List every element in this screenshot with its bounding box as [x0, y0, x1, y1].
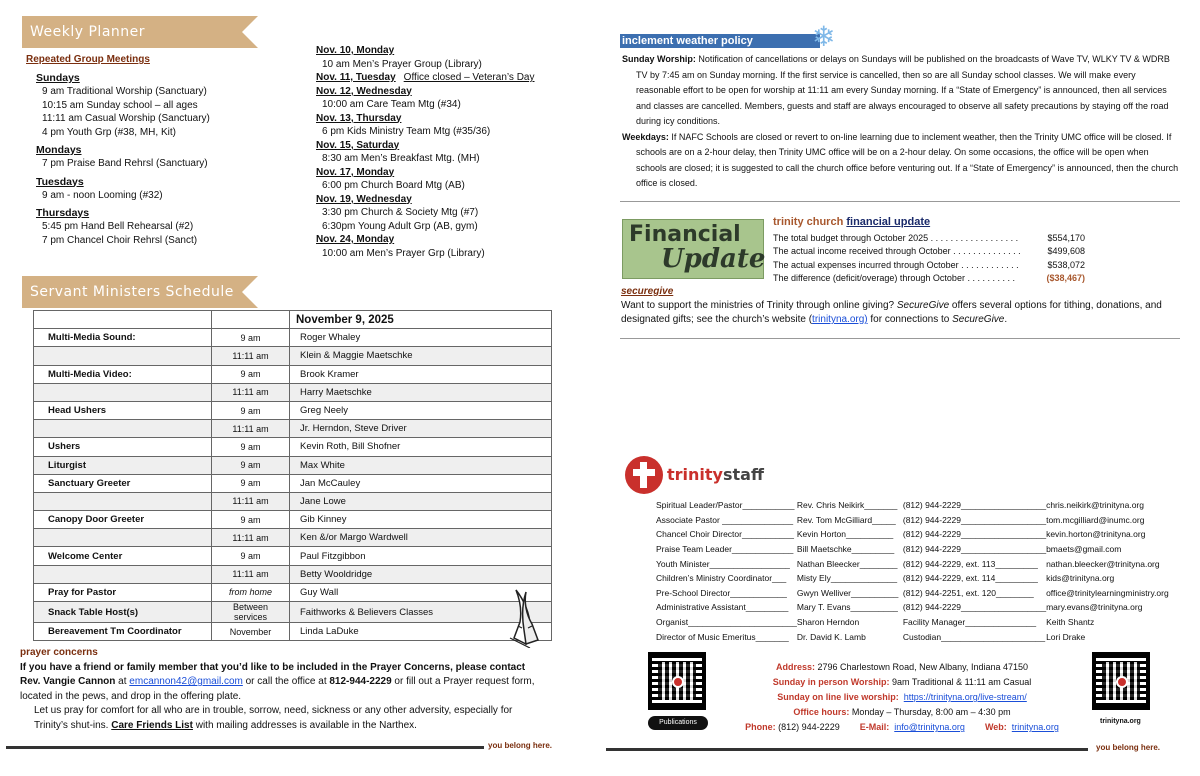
right-tagline: you belong here. [1096, 743, 1161, 752]
event-day [316, 71, 606, 85]
weather-weekday-text: If NAFC Schools are closed or revert to on-line learning due to inclement weather, then the Trinity UMC office will be closed. If schools are on a 2-hour delay, then Trinity UMC office will be on a 2-hour delay. On some occasions, the office will be open when schools are closed; it is suggested to call the church office before venturing out. If a “State of Emergency” is announced, then the church office is closed. [636, 131, 1179, 188]
staff-cell: kids@trinityna.org [1046, 573, 1115, 584]
hours-label: Office hours: [793, 707, 850, 717]
schedule-names: Gib Kinney [290, 511, 552, 529]
staff-row [656, 513, 1176, 528]
schedule-role: Sanctuary Greeter [34, 474, 212, 492]
staff-cell: Chancel Choir Director___________ [656, 529, 794, 540]
contact-email-link[interactable]: info@trinityna.org [894, 722, 965, 732]
table-row [34, 511, 552, 529]
schedule-header-row [34, 311, 552, 329]
sg-name1: SecureGive [896, 300, 950, 311]
prayer-line3: located in the pews, and drop in the offering plate. [20, 690, 242, 702]
contact-online [712, 690, 1092, 705]
staff-cell: Mary T. Evans__________ [796, 602, 898, 613]
care-friends-list: Care Friends List [111, 719, 193, 731]
schedule-time: 11:11 am [212, 383, 290, 401]
event-day-label: Nov. 11, Tuesday [316, 72, 396, 83]
event-day-label: Nov. 10, Monday [316, 45, 395, 56]
schedule-header-role [34, 311, 212, 329]
contact-address [712, 660, 1092, 675]
schedule-role: Canopy Door Greeter [34, 511, 212, 529]
table-row [34, 383, 552, 401]
staff-cell: (812) 944-2229__________________ [902, 514, 1047, 525]
repeated-day-block [36, 143, 306, 171]
table-row [34, 474, 552, 492]
weather-weekday [622, 130, 1180, 192]
repeated-item: 11:11 am Casual Worship (Sanctuary) [42, 113, 210, 124]
logo-trinity: trinity [667, 465, 723, 484]
financial-row [773, 272, 1085, 285]
schedule-time: 9 am [212, 438, 290, 456]
address-label: Address: [776, 662, 816, 672]
securegive-website-link[interactable]: trinityna.org) [812, 314, 868, 325]
financial-label: The actual expenses incurred through October . . . . . . . . . . . . [773, 259, 1019, 270]
securegive-section [621, 285, 1181, 327]
prayer-concerns [20, 646, 600, 733]
schedule-names: Ken &/or Margo Wardwell [290, 529, 552, 547]
staff-cell: Youth Minister_________________ [656, 558, 790, 569]
schedule-names: Faithworks & Believers Classes [290, 602, 552, 623]
staff-cell: bmaets@gmail.com [1046, 544, 1122, 555]
phone-label: Phone: [745, 722, 776, 732]
schedule-time: Between services [212, 602, 290, 623]
staff-cell: (812) 944-2229__________________ [902, 500, 1047, 511]
financial-row [773, 245, 1085, 258]
event-day [316, 233, 606, 247]
schedule-role: Welcome Center [34, 547, 212, 565]
staff-cell: Children’s Ministry Coordinator___ [656, 573, 787, 584]
event-item: 3:30 pm Church & Society Mtg (#7) [322, 207, 479, 218]
sg-text2: offers several options for tithing, donations, and designated gifts; see the church’s website ( [621, 300, 1162, 325]
staff-cell: Gwyn Welliver__________ [796, 587, 899, 598]
schedule-names: Paul Fitzgibbon [290, 547, 552, 565]
schedule-header-time [212, 311, 290, 329]
staff-row [656, 586, 1176, 601]
church-contact [712, 660, 1092, 735]
financial-update-badge [622, 219, 764, 279]
schedule-role: Multi-Media Video: [34, 365, 212, 383]
weather-sunday [622, 52, 1180, 130]
schedule-role: Liturgist [34, 456, 212, 474]
prayer-line5a: Trinity’s shut-ins. [34, 719, 112, 731]
staff-cell: Nathan Bleecker________ [796, 558, 898, 569]
staff-cell: Spiritual Leader/Pastor___________ [656, 500, 795, 511]
schedule-role: Snack Table Host(s) [34, 602, 212, 623]
table-row [34, 565, 552, 583]
repeated-day-name: Mondays [36, 144, 82, 156]
sg-name2: SecureGive [952, 314, 1005, 325]
schedule-time: 9 am [212, 401, 290, 419]
staff-cell: (812) 944-2229__________________ [902, 544, 1047, 555]
table-row [34, 623, 552, 641]
schedule-time: 9 am [212, 547, 290, 565]
repeated-item: 10:15 am Sunday school – all ages [42, 99, 198, 111]
repeated-day-block [36, 71, 306, 139]
staff-cell: (812) 944-2229, ext. 113_________ [902, 558, 1038, 569]
staff-cell: (812) 944-2229__________________ [902, 602, 1047, 613]
event-day [316, 44, 606, 58]
schedule-time: 11:11 am [212, 420, 290, 438]
financial-value: $538,072 [1047, 259, 1085, 270]
schedule-role: Bereavement Tm Coordinator [34, 623, 212, 641]
qr-code-left[interactable] [648, 652, 706, 710]
badge-word-update: Update [661, 244, 766, 274]
left-footer-rule [6, 746, 484, 749]
schedule-date-header: November 9, 2025 [290, 311, 552, 329]
table-row [34, 329, 552, 347]
staff-cell: Dr. David K. Lamb [796, 631, 866, 642]
snowflake-icon: ❄ [812, 21, 836, 52]
financial-row [773, 232, 1085, 245]
schedule-time: November [212, 623, 290, 641]
staff-cell: Bill Maetschke_________ [796, 544, 895, 555]
repeated-meetings-title: Repeated Group Meetings [26, 54, 150, 65]
sg-text4: . [1004, 314, 1008, 325]
table-row [34, 547, 552, 565]
securegive-text [621, 299, 1181, 327]
schedule-names: Jr. Herndon, Steve Driver [290, 420, 552, 438]
staff-cell: (812) 944-2251, ext. 120________ [902, 587, 1034, 598]
staff-cell: Custodian______________________ [902, 631, 1046, 642]
schedule-body [34, 329, 552, 641]
left-tagline: you belong here. [488, 741, 553, 750]
staff-cell: Administrative Assistant_________ [656, 602, 789, 613]
repeated-day-block [36, 175, 306, 203]
staff-cell: office@trinitylearningministry.org [1046, 587, 1169, 598]
financial-value: $554,170 [1047, 233, 1085, 243]
event-day-note: Office closed – Veteran’s Day [403, 72, 535, 83]
weekly-planner-title: Weekly Planner [30, 24, 146, 40]
table-row [34, 583, 552, 601]
schedule-time: from home [212, 583, 290, 601]
weather-weekday-label: Weekdays: [622, 131, 669, 142]
event-day-label: Nov. 12, Wednesday [316, 85, 412, 97]
schedule-names: Jan McCauley [290, 474, 552, 492]
financial-row [773, 259, 1085, 272]
schedule-time: 9 am [212, 456, 290, 474]
staff-cell: mary.evans@trinityna.org [1046, 602, 1143, 613]
schedule-role [34, 347, 212, 365]
repeated-meetings [26, 54, 306, 251]
staff-cell: Organist_______________________ [656, 617, 797, 628]
event-day [316, 166, 606, 180]
repeated-item: 5:45 pm Hand Bell Rehearsal (#2) [42, 221, 194, 232]
schedule-names: Klein & Maggie Maetschke [290, 347, 552, 365]
prayer-rest: or fill out a Prayer request form, [391, 676, 535, 687]
repeated-day-name: Thursdays [36, 207, 90, 219]
staff-cell: Keith Shantz [1046, 617, 1095, 628]
online-label: Sunday on line live worship: [777, 692, 899, 702]
schedule-names: Guy Wall [290, 583, 552, 601]
securegive-title: securegive [621, 286, 674, 297]
weather-sunday-label: Sunday Worship: [622, 54, 696, 64]
hours-value: Monday – Thursday, 8:00 am – 4:30 pm [849, 707, 1011, 717]
staff-row [656, 615, 1176, 630]
live-stream-link[interactable]: https://trinityna.org/live-stream/ [903, 692, 1027, 702]
repeated-item: 7 pm Praise Band Rehrsl (Sanctuary) [42, 158, 208, 169]
schedule-names: Jane Lowe [290, 492, 552, 510]
schedule-time: 11:11 am [212, 529, 290, 547]
staff-cell: Rev. Chris Neikirk_______ [796, 500, 898, 511]
weather-policy-title: inclement weather policy [620, 34, 820, 48]
table-row [34, 602, 552, 623]
event-item: 8:30 am Men’s Breakfast Mtg. (MH) [322, 153, 480, 164]
schedule-names: Harry Maetschke [290, 383, 552, 401]
schedule-time: 11:11 am [212, 347, 290, 365]
repeated-day-name: Sundays [36, 72, 80, 84]
event-day-label: Nov. 15, Saturday [316, 139, 400, 151]
weather-divider [620, 201, 1180, 202]
prayer-line1: If you have a friend or family member that you’d like to be included in the Prayer Concerns, please contact [20, 661, 526, 673]
event-day [316, 139, 606, 153]
repeated-item: 9 am - noon Looming (#32) [42, 189, 163, 201]
upcoming-events [316, 44, 606, 260]
staff-cell: Misty Ely______________ [796, 573, 898, 584]
staff-cell: nathan.bleecker@trinityna.org [1046, 558, 1160, 569]
inperson-value: 9am Traditional & 11:11 am Casual [889, 677, 1032, 687]
event-day-label: Nov. 24, Monday [316, 234, 395, 245]
schedule-role [34, 383, 212, 401]
schedule-names: Betty Wooldridge [290, 565, 552, 583]
staff-cell: Associate Pastor _______________ [656, 514, 794, 525]
staff-cell: Pre-School Director____________ [656, 587, 787, 598]
contact-phone-row [712, 720, 1092, 735]
staff-logo-text [667, 465, 764, 484]
phone-value: (812) 944-2229 [775, 722, 840, 732]
address-value: 2796 Charlestown Road, New Albany, Indiana 47150 [815, 662, 1028, 672]
prayer-title: prayer concerns [20, 647, 98, 658]
staff-cell: chris.neikirk@trinityna.org [1046, 500, 1144, 511]
event-item: 10:00 am Care Team Mtg (#34) [322, 99, 461, 110]
prayer-at: at [115, 676, 130, 687]
staff-cell: Director of Music Emeritus_______ [656, 631, 789, 642]
financial-rows [773, 232, 1085, 286]
staff-row [656, 571, 1176, 586]
schedule-role [34, 529, 212, 547]
table-row [34, 347, 552, 365]
cross-icon [625, 456, 663, 494]
servant-schedule-table [33, 310, 552, 641]
staff-directory [656, 498, 1176, 644]
staff-row [656, 600, 1176, 615]
event-item: 10:00 am Men’s Prayer Grp (Library) [322, 247, 485, 259]
event-day-label: Nov. 19, Wednesday [316, 193, 412, 205]
event-item: 6:30pm Young Adult Grp (AB, gym) [322, 220, 478, 232]
repeated-item: 4 pm Youth Grp (#38, MH, Kit) [42, 126, 176, 138]
schedule-names: Roger Whaley [290, 329, 552, 347]
financial-value: $499,608 [1047, 246, 1085, 257]
schedule-role [34, 492, 212, 510]
web-label: Web: [984, 722, 1007, 732]
table-row [34, 365, 552, 383]
qr-code-right[interactable] [1092, 652, 1150, 710]
schedule-time: 11:11 am [212, 565, 290, 583]
securegive-divider [620, 338, 1180, 339]
prayer-phone: 812-944-2229 [329, 676, 392, 687]
prayer-line5 [20, 719, 600, 734]
event-day [316, 85, 606, 99]
schedule-time: 9 am [212, 365, 290, 383]
event-day-label: Nov. 17, Monday [316, 166, 395, 178]
financial-label: The difference (deficit/overage) through October . . . . . . . . . . [773, 273, 1015, 284]
servant-ministers-ribbon [22, 276, 242, 308]
schedule-time: 11:11 am [212, 492, 290, 510]
contact-inperson [712, 675, 1092, 690]
prayer-line2 [20, 675, 600, 690]
schedule-time: 9 am [212, 329, 290, 347]
staff-row [656, 629, 1176, 644]
prayer-call: or call the office at [242, 676, 330, 687]
financial-heading [773, 216, 930, 228]
servant-ministers-title: Servant Ministers Schedule [30, 284, 234, 300]
repeated-day-name: Tuesdays [36, 175, 84, 188]
inperson-label: Sunday in person Worship: [772, 677, 890, 687]
right-footer-rule [606, 748, 1088, 751]
staff-row [656, 556, 1176, 571]
staff-cell: Sharon Herndon [796, 617, 860, 628]
sg-text1: Want to support the ministries of Trinity through online giving? [621, 300, 897, 311]
schedule-role: Pray for Pastor [34, 583, 212, 601]
praying-hands-icon [496, 586, 550, 648]
prayer-line5b: with mailing addresses is available in the Narthex. [192, 719, 417, 731]
schedule-names: Max White [290, 456, 552, 474]
weekly-planner-ribbon [22, 16, 242, 48]
table-row [34, 529, 552, 547]
event-day-label: Nov. 13, Thursday [316, 112, 402, 124]
staff-cell: Lori Drake [1046, 631, 1086, 642]
repeated-item: 9 am Traditional Worship (Sanctuary) [42, 86, 207, 97]
event-day [316, 193, 606, 207]
event-item: 6:00 pm Church Board Mtg (AB) [322, 180, 465, 191]
schedule-role: Multi-Media Sound: [34, 329, 212, 347]
event-item: 6 pm Kids Ministry Team Mtg (#35/36) [322, 126, 491, 137]
schedule-time: 9 am [212, 474, 290, 492]
schedule-role: Head Ushers [34, 401, 212, 419]
prayer-email-link[interactable]: emcannon42@gmail.com [129, 676, 243, 687]
contact-hours [712, 705, 1092, 720]
prayer-contact-name: Rev. Vangie Cannon [20, 676, 116, 687]
staff-row [656, 527, 1176, 542]
sg-text3: for connections to [867, 314, 953, 325]
email-label: E-Mail: [859, 722, 890, 732]
contact-web-link[interactable]: trinityna.org [1011, 722, 1059, 732]
prayer-line4: Let us pray for comfort for all who are in trouble, sorrow, need, sickness or any other adversity, especially for [34, 705, 513, 716]
schedule-names: Kevin Roth, Bill Shofner [290, 438, 552, 456]
table-row [34, 401, 552, 419]
staff-cell: Facility Manager_______________ [902, 617, 1037, 628]
staff-cell: (812) 944-2229__________________ [902, 529, 1047, 540]
weather-policy-body [622, 52, 1180, 192]
schedule-time: 9 am [212, 511, 290, 529]
table-row [34, 438, 552, 456]
weather-sunday-text: Notification of cancellations or delays on Sundays will be published on the broadcasts of Wave TV, WLKY TV & WDRB TV by 7:45 am on Sunday morning. If the first service is cancelled, then so are all Sunday school classes. We will make every reasonable effort to be open for worship at 11:11 am every Sunday morning. If a “State of Emergency” is announced, then all services and classes are cancelled. Members, guests and staff are always encouraged to observe all safety precautions by staying off the road during icy conditions. [636, 54, 1170, 126]
repeated-item: 7 pm Chancel Choir Rehrsl (Sanct) [42, 234, 198, 246]
financial-label: The total budget through October 2025 . . . . . . . . . . . . . . . . . . [773, 233, 1019, 243]
schedule-names: Linda LaDuke [290, 623, 552, 641]
event-item: 10 am Men’s Prayer Group (Library) [322, 58, 482, 70]
staff-cell: tom.mcgilliard@inumc.org [1046, 514, 1145, 525]
qr-caption: trinityna.org [1100, 718, 1141, 725]
financial-value: ($38,467) [1046, 273, 1085, 284]
publications-badge[interactable]: Publications [648, 716, 708, 730]
financial-label: The actual income received through October . . . . . . . . . . . . . . [773, 246, 1021, 257]
staff-row [656, 542, 1176, 557]
table-row [34, 420, 552, 438]
schedule-role [34, 420, 212, 438]
staff-cell: Rev. Tom McGilliard_____ [796, 514, 896, 525]
staff-cell: (812) 944-2229, ext. 114_________ [902, 573, 1038, 584]
badge-word-financial: Financial [629, 222, 741, 247]
fin-head-update: financial update [846, 216, 931, 228]
schedule-names: Brook Kramer [290, 365, 552, 383]
table-row [34, 456, 552, 474]
staff-cell: Praise Team Leader_____________ [656, 544, 794, 555]
event-day [316, 112, 606, 126]
staff-row [656, 498, 1176, 513]
staff-cell: Kevin Horton__________ [796, 529, 894, 540]
schedule-role [34, 565, 212, 583]
fin-head-church: trinity church [773, 216, 844, 228]
schedule-names: Greg Neely [290, 401, 552, 419]
repeated-list [26, 71, 306, 247]
schedule-role: Ushers [34, 438, 212, 456]
staff-cell: kevin.horton@trinityna.org [1046, 529, 1146, 540]
repeated-day-block [36, 206, 306, 247]
table-row [34, 492, 552, 510]
logo-staff: staff [722, 465, 764, 484]
